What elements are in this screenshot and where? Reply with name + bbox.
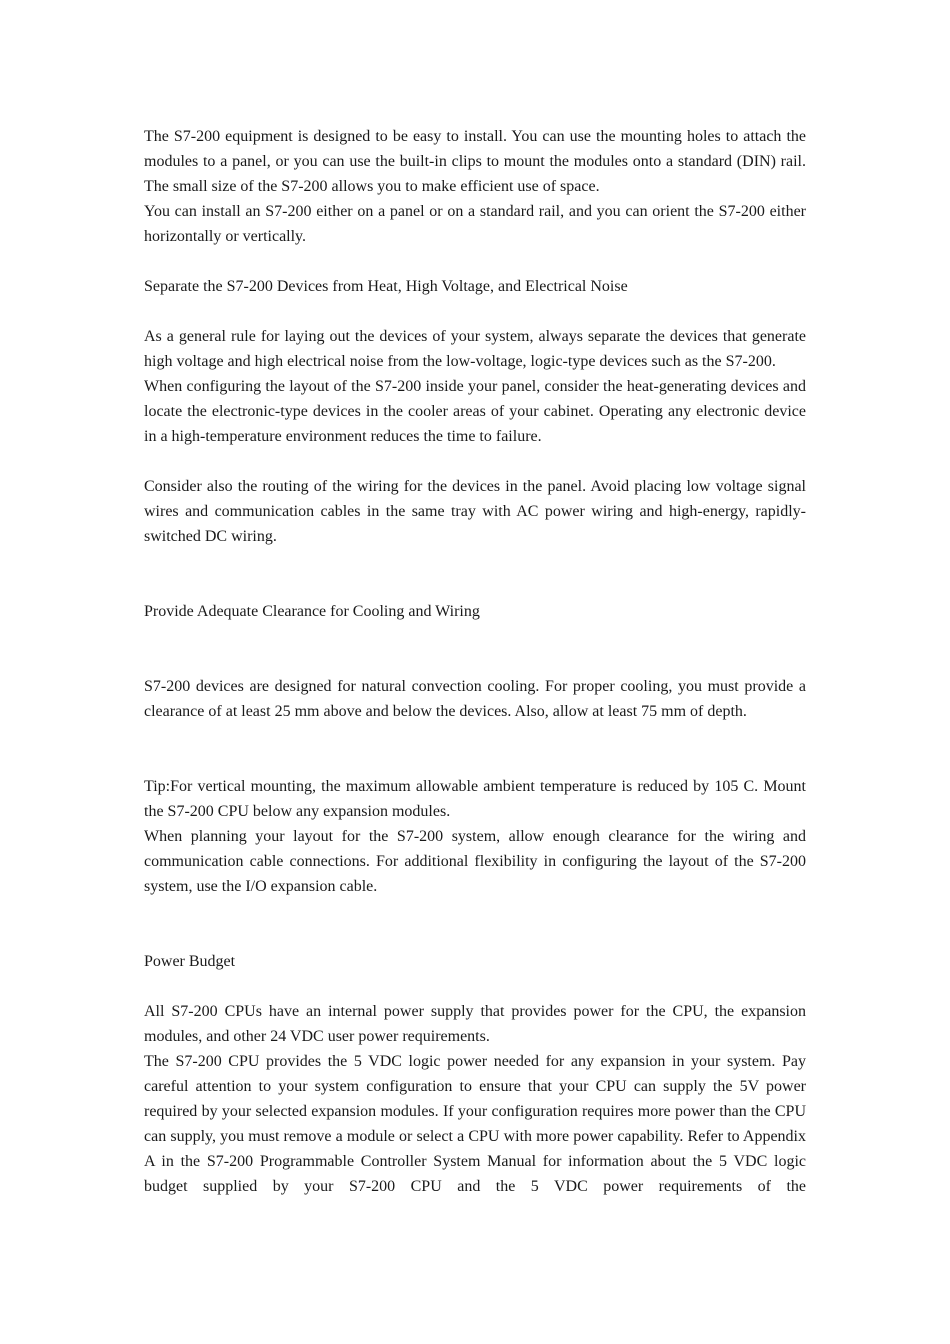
paragraph-internal-power-supply: All S7-200 CPUs have an internal power supply that provides power for the CPU, the expansion modules, and other 24 VDC user power requirements. xyxy=(144,1003,806,1045)
paragraph-vertical-mounting-tip: Tip:For vertical mounting, the maximum allowable ambient temperature is reduced by 105 C. Mount the S7-200 CPU below any expansion modules. xyxy=(144,778,806,820)
paragraph-heat-generating-devices: When configuring the layout of the S7-200 inside your panel, consider the heat-generating devices and locate the electronic-type devices in the cooler areas of your cabinet. Operating any electronic device in a high-temperature environment reduces the time to failure. xyxy=(144,378,806,445)
paragraph-logic-power-budget: The S7-200 CPU provides the 5 VDC logic power needed for any expansion in your system. Pay careful attention to your system configuration to ensure that your CPU can supply the 5V power required by your selected expansion modules. If your configuration requires more power than the CPU can supply, you must remove a module or select a CPU with more power capability. Refer to Appendix A in the S7-200 Programmable Controller System Manual for information about the 5 VDC logic budget supplied by your S7-200 CPU and the 5 VDC power requirements of the xyxy=(144,1053,806,1195)
section-heading-power-budget: Power Budget xyxy=(144,953,236,970)
paragraph-installation-orientation: You can install an S7-200 either on a panel or on a standard rail, and you can orient the S7-200 either horizontally or vertically. xyxy=(144,203,806,245)
document-page xyxy=(144,124,806,1199)
paragraph-separate-high-voltage: As a general rule for laying out the devices of your system, always separate the devices that generate high voltage and high electrical noise from the low-voltage, logic-type devices such as the S7-200. xyxy=(144,328,806,370)
paragraph-installation-intro: The S7-200 equipment is designed to be easy to install. You can use the mounting holes to attach the modules to a panel, or you can use the built-in clips to mount the modules onto a standard (DIN) rail. The small size of the S7-200 allows you to make efficient use of space. xyxy=(144,128,806,195)
section-heading-separate-devices: Separate the S7-200 Devices from Heat, High Voltage, and Electrical Noise xyxy=(144,278,628,295)
paragraph-convection-cooling: S7-200 devices are designed for natural convection cooling. For proper cooling, you must provide a clearance of at least 25 mm above and below the devices. Also, allow at least 75 mm of depth. xyxy=(144,678,806,720)
section-heading-clearance: Provide Adequate Clearance for Cooling and Wiring xyxy=(144,603,480,620)
paragraph-wiring-routing: Consider also the routing of the wiring for the devices in the panel. Avoid placing low voltage signal wires and communication cables in the same tray with AC power wiring and high-energy, rapidly-switched DC wiring. xyxy=(144,478,806,545)
paragraph-wiring-clearance: When planning your layout for the S7-200 system, allow enough clearance for the wiring and communication cable connections. For additional flexibility in configuring the layout of the S7-200 system, use the I/O expansion cable. xyxy=(144,828,806,895)
